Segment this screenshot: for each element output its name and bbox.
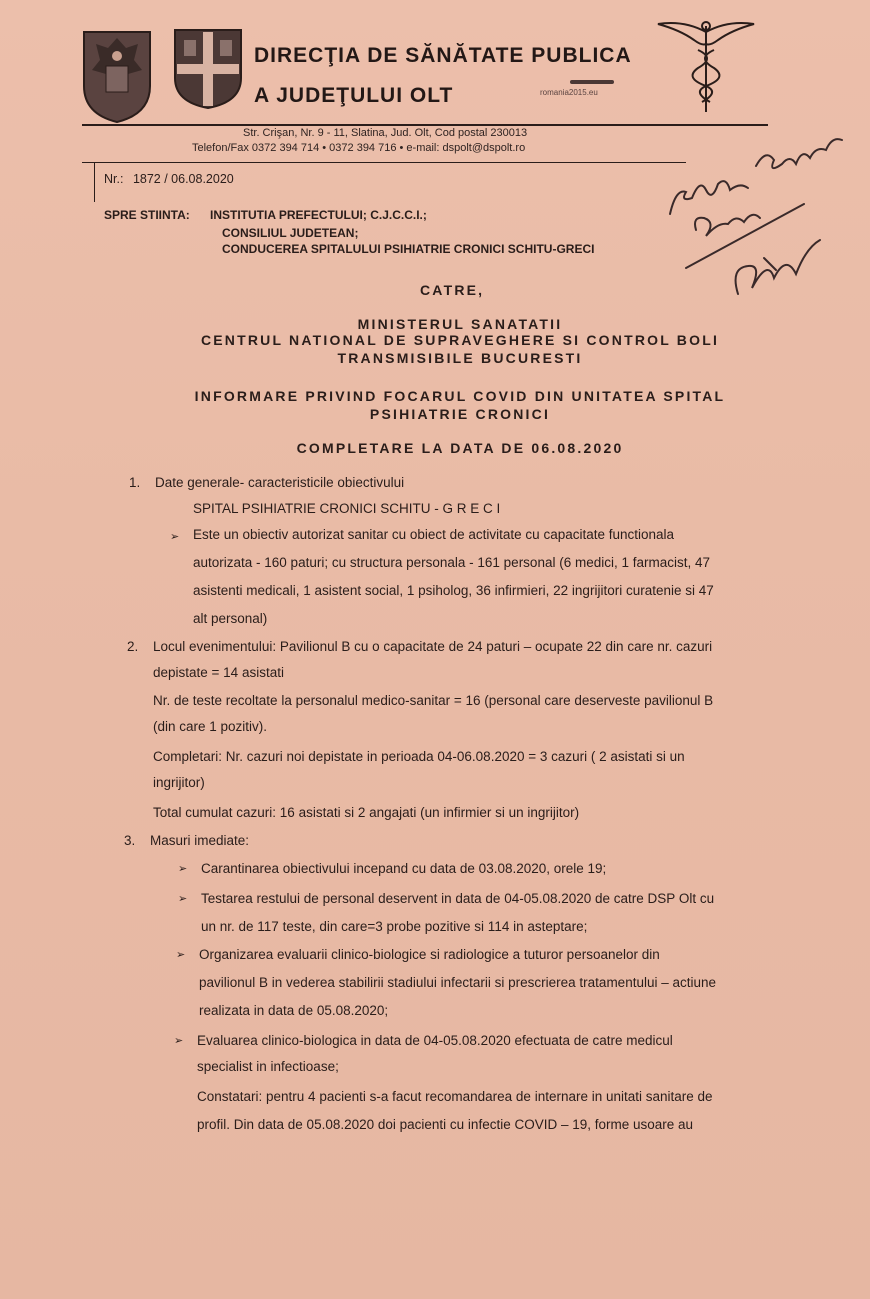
section-3-bullet-4-line-2: specialist in infectioase; [197, 1059, 339, 1074]
arrow-bullet-icon: ➢ [170, 531, 180, 543]
recipient-line-3: CONDUCEREA SPITALULUI PSIHIATRIE CRONICI SCHITU-GRECI [222, 242, 595, 256]
olt-county-arms-icon [172, 26, 244, 110]
recipient-line-2: CONSILIUL JUDETEAN; [222, 226, 359, 240]
recipients-label: SPRE STIINTA: [104, 208, 190, 222]
addressee-line-3: TRANSMISIBILE BUCURESTI [337, 350, 583, 366]
section-1-bullet-line-3: asistenti medicali, 1 asistent social, 1 psiholog, 36 infirmieri, 22 ingrijitori curatenie si 47 [193, 583, 714, 598]
catre-heading: CATRE, [420, 282, 485, 298]
section-2-number: 2. [127, 639, 139, 654]
section-3-bullet-3-line-1: Organizarea evaluarii clinico-biologice si radiologice a tuturor persoanelor din [199, 947, 660, 962]
section-3-bullet-2-line-2: un nr. de 117 teste, din care=3 probe pozitive si 114 in asteptare; [201, 919, 588, 934]
organization-name-line1: DIRECŢIA DE SĂNĂTATE PUBLICA [254, 44, 632, 67]
section-1-bullet-line-2: autorizata - 160 paturi; cu structura personala - 161 personal (6 medici, 1 farmacist, 47 [193, 555, 711, 570]
section-2-line-7: Total cumulat cazuri: 16 asistati si 2 angajati (un infirmier si un ingrijitor) [153, 805, 580, 820]
section-1-bullet-line-1: Este un obiectiv autorizat sanitar cu obiect de activitate cu capacitate functionala [193, 527, 675, 542]
subject-line-2: PSIHIATRIE CRONICI [369, 406, 551, 422]
section-2-line-1: Locul evenimentului: Pavilionul B cu o capacitate de 24 paturi – ocupate 22 din care nr. cazuri [153, 639, 713, 654]
caduceus-icon [654, 16, 758, 116]
small-logo-text: romania2015.eu [540, 88, 598, 97]
section-3-bullet-4-line-1: Evaluarea clinico-biologica in data de 04-05.08.2020 efectuata de catre medicul [197, 1033, 673, 1048]
section-1-name: SPITAL PSIHIATRIE CRONICI SCHITU - G R E C I [193, 501, 501, 516]
section-1-title: Date generale- caracteristicile obiectivului [155, 475, 405, 490]
reference-number [104, 172, 234, 186]
section-2-line-6: ingrijitor) [153, 775, 205, 790]
section-2-line-3: Nr. de teste recoltate la personalul medico-sanitar = 16 (personal care deserveste pavilionul B [153, 693, 714, 708]
addressee-line-1: MINISTERUL SANATATII [357, 316, 563, 332]
section-3-bullet-3-line-3: realizata in data de 05.08.2020; [199, 1003, 389, 1018]
section-3-bullet-1-line-1: Carantinarea obiectivului incepand cu data de 03.08.2020, orele 19; [201, 861, 607, 876]
address-line: Str. Crişan, Nr. 9 - 11, Slatina, Jud. Olt, Cod postal 230013 [243, 127, 528, 139]
handwritten-annotation [656, 118, 856, 318]
section-3-title: Masuri imediate: [150, 833, 250, 848]
section-3-number: 3. [124, 833, 136, 848]
arrow-bullet-icon: ➢ [178, 863, 188, 875]
completion-heading: COMPLETARE LA DATA DE 06.08.2020 [296, 440, 624, 456]
recipient-line-1: INSTITUTIA PREFECTULUI; C.J.C.C.I.; [210, 208, 427, 222]
contact-line [192, 142, 525, 154]
small-logo-mark [570, 80, 614, 84]
section-2-line-5: Completari: Nr. cazuri noi depistate in perioada 04-06.08.2020 = 3 cazuri ( 2 asistati si un [153, 749, 685, 764]
section-3-findings-line-2: profil. Din data de 05.08.2020 doi pacienti cu infectie COVID – 19, forme usoare au [197, 1117, 694, 1132]
contact-text: Telefon/Fax 0372 394 714 • 0372 394 716 • e-mail: dspolt@dspolt.ro [192, 142, 526, 154]
section-3-findings-line-1: Constatari: pentru 4 pacienti s-a facut recomandarea de internare in unitati sanitare de [197, 1089, 713, 1104]
arrow-bullet-icon: ➢ [178, 893, 188, 905]
arrow-bullet-icon: ➢ [176, 949, 186, 961]
addressee-line-2: CENTRUL NATIONAL DE SUPRAVEGHERE SI CONTROL BOLI [200, 332, 720, 348]
section-1-bullet-line-4: alt personal) [193, 611, 268, 626]
romania-coat-of-arms-icon [80, 26, 154, 124]
organization-name-line2: A JUDEŢULUI OLT [254, 84, 454, 107]
reference-value: 1872 / 06.08.2020 [132, 172, 234, 186]
section-2-line-2: depistate = 14 asistati [153, 665, 284, 680]
body-top-rule [82, 162, 686, 163]
subject-line-1: INFORMARE PRIVIND FOCARUL COVID DIN UNITATEA SPITAL [194, 388, 726, 404]
section-3-bullet-2-line-1: Testarea restului de personal deservent in data de 04-05.08.2020 de catre DSP Olt cu [201, 891, 715, 906]
section-1-number: 1. [129, 475, 141, 490]
section-2-line-4: (din care 1 pozitiv). [153, 719, 268, 734]
reference-label: Nr.: [104, 172, 124, 186]
section-3-bullet-3-line-2: pavilionul B in vederea stabilirii stadiului infectarii si prescrierea tratamentului – actiune [199, 975, 717, 990]
arrow-bullet-icon: ➢ [174, 1035, 184, 1047]
left-margin-rule [94, 162, 95, 202]
